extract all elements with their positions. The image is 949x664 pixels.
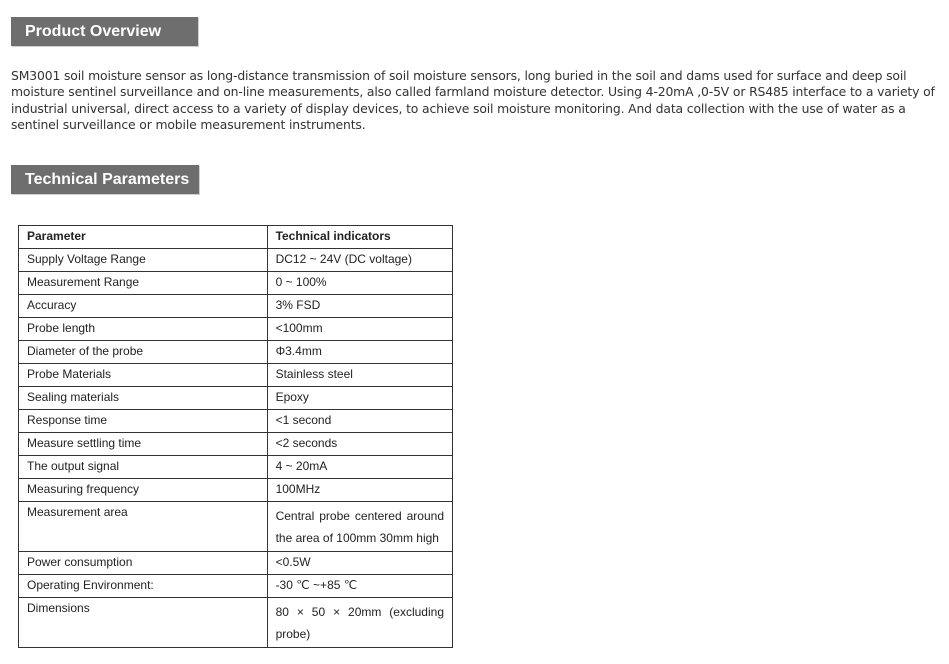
table-row: [19, 295, 453, 318]
table-row: [19, 598, 453, 648]
indicator-cell: Epoxy: [267, 387, 452, 410]
table-row: [19, 433, 453, 456]
product-overview-heading: Product Overview: [11, 17, 198, 46]
table-row: [19, 502, 453, 552]
indicator-cell: <2 seconds: [267, 433, 452, 456]
parameter-cell: Measuring frequency: [19, 479, 268, 502]
indicator-cell: Central probe centered around the area of 100mm 30mm high: [267, 502, 452, 552]
parameter-cell: Response time: [19, 410, 268, 433]
indicator-cell: <1 second: [267, 410, 452, 433]
table-row: [19, 456, 453, 479]
indicator-cell: -30 ℃ ~+85 ℃: [267, 575, 452, 598]
technical-parameters-table: [18, 225, 453, 648]
parameter-cell: Dimensions: [19, 598, 268, 648]
parameter-cell: The output signal: [19, 456, 268, 479]
indicator-cell: <0.5W: [267, 552, 452, 575]
parameter-cell: Sealing materials: [19, 387, 268, 410]
table-row: [19, 552, 453, 575]
table-row: [19, 479, 453, 502]
column-header-parameter: Parameter: [19, 226, 268, 249]
indicator-cell: Φ3.4mm: [267, 341, 452, 364]
column-header-technical-indicators: Technical indicators: [267, 226, 452, 249]
indicator-cell: 3% FSD: [267, 295, 452, 318]
parameter-cell: Supply Voltage Range: [19, 249, 268, 272]
parameter-cell: Measurement Range: [19, 272, 268, 295]
table-row: [19, 318, 453, 341]
indicator-cell: 0 ~ 100%: [267, 272, 452, 295]
indicator-cell: 80 × 50 × 20mm (excluding probe): [267, 598, 452, 648]
table-row: [19, 249, 453, 272]
table-row: [19, 410, 453, 433]
parameter-cell: Operating Environment:: [19, 575, 268, 598]
parameter-cell: Diameter of the probe: [19, 341, 268, 364]
indicator-cell: Stainless steel: [267, 364, 452, 387]
indicator-cell: <100mm: [267, 318, 452, 341]
product-description: SM3001 soil moisture sensor as long-distance transmission of soil moisture sensors, long buried in the soil and dams used for surface and deep soil moisture sentinel surveillance and on-line measurements, also called farmland moisture detector. Using 4-20mA ,0-5V or RS485 interface to a variety of industrial universal, direct access to a variety of display devices, to achieve soil moisture monitoring. And data collection with the use of water as a sentinel surveillance or mobile measurement instruments.: [11, 68, 935, 132]
indicator-cell: 100MHz: [267, 479, 452, 502]
table-row: [19, 341, 453, 364]
indicator-cell: DC12 ~ 24V (DC voltage): [267, 249, 452, 272]
table-row: [19, 272, 453, 295]
parameter-cell: Probe length: [19, 318, 268, 341]
parameter-cell: Accuracy: [19, 295, 268, 318]
table-row: [19, 575, 453, 598]
parameter-cell: Probe Materials: [19, 364, 268, 387]
table-header-row: [19, 226, 453, 249]
parameter-cell: Measurement area: [19, 502, 268, 552]
indicator-cell: 4 ~ 20mA: [267, 456, 452, 479]
parameter-cell: Power consumption: [19, 552, 268, 575]
table-row: [19, 364, 453, 387]
technical-parameters-heading: Technical Parameters: [11, 165, 199, 194]
table-row: [19, 387, 453, 410]
parameter-cell: Measure settling time: [19, 433, 268, 456]
